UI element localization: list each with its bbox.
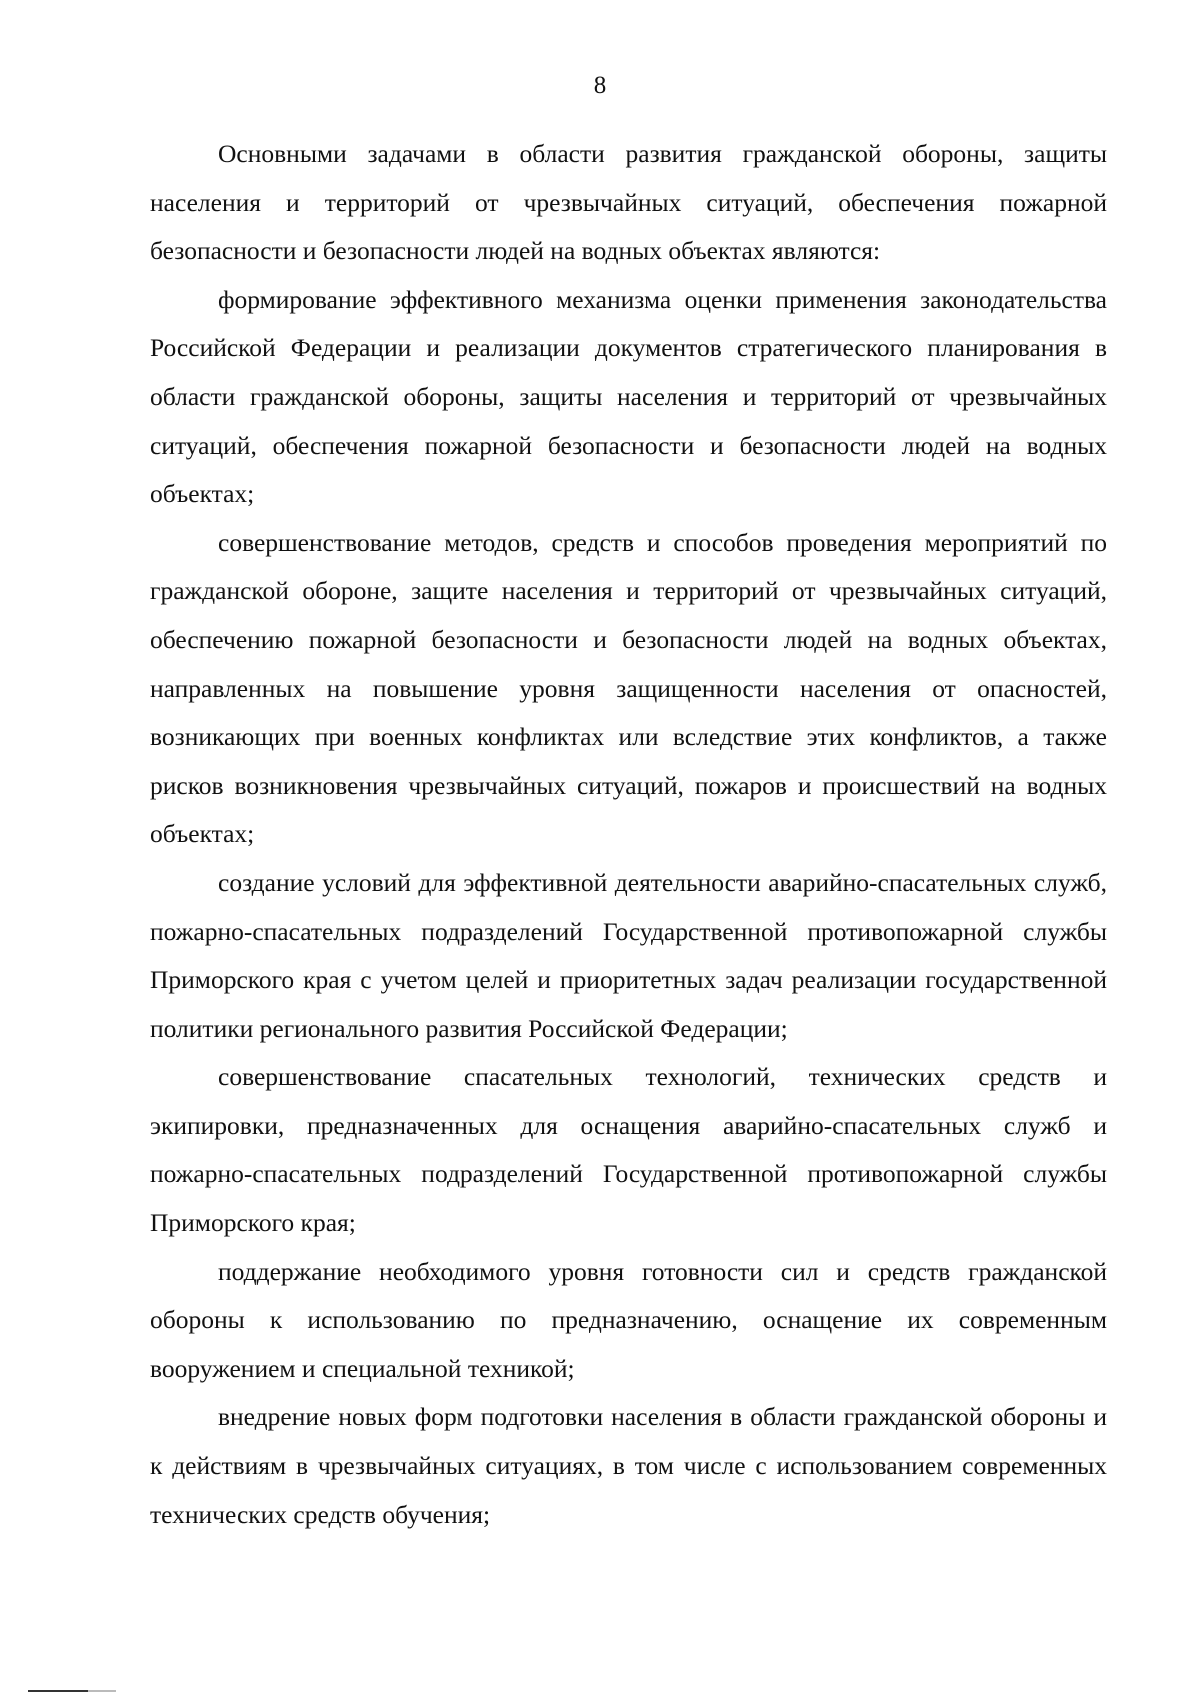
task-paragraph: внедрение новых форм подготовки населения в области гражданской обороны и к действиям в чрезвычайных ситуациях, в том числе с использованием современных технических средств обучения; xyxy=(150,1402,1107,1529)
task-paragraph: поддержание необходимого уровня готовности сил и средств гражданской обороны к использованию по предназначению, оснащение их современным вооружением и специальной техникой; xyxy=(150,1256,1107,1383)
intro-paragraph: Основными задачами в области развития гражданской обороны, защиты населения и территорий от чрезвычайных ситуаций, обеспечения пожарной безопасности и безопасности людей на водных объектах являются: xyxy=(150,139,1107,266)
document-body xyxy=(150,130,1107,1539)
task-paragraph: совершенствование спасательных технологий, технических средств и экипировки, предназначенных для оснащения аварийно-спасательных служб и пожарно-спасательных подразделений Государственной противопожарной службы Приморского края; xyxy=(150,1062,1107,1238)
task-paragraph: совершенствование методов, средств и способов проведения мероприятий по гражданской обороне, защите населения и территорий от чрезвычайных ситуаций, обеспечению пожарной безопасности и безопасности людей на водных объектах, направленных на повышение уровня защищенности населения от опасностей, возникающих при военных конфликтах или вследствие этих конфликтов, а также рисков возникновения чрезвычайных ситуаций, пожаров и происшествий на водных объектах; xyxy=(150,527,1107,849)
scan-edge-mark xyxy=(88,1690,116,1692)
task-paragraph: формирование эффективного механизма оценки применения законодательства Российской Федерации и реализации документов стратегического планирования в области гражданской обороны, защиты населения и территорий от чрезвычайных ситуаций, обеспечения пожарной безопасности и безопасности людей на водных объектах; xyxy=(150,284,1107,509)
scan-edge-mark xyxy=(28,1690,88,1692)
task-paragraph: создание условий для эффективной деятельности аварийно-спасательных служб, пожарно-спасательных подразделений Государственной противопожарной службы Приморского края с учетом целей и приоритетных задач реализации государственной политики регионального развития Российской Федерации; xyxy=(150,867,1107,1043)
page-number: 8 xyxy=(593,72,607,99)
